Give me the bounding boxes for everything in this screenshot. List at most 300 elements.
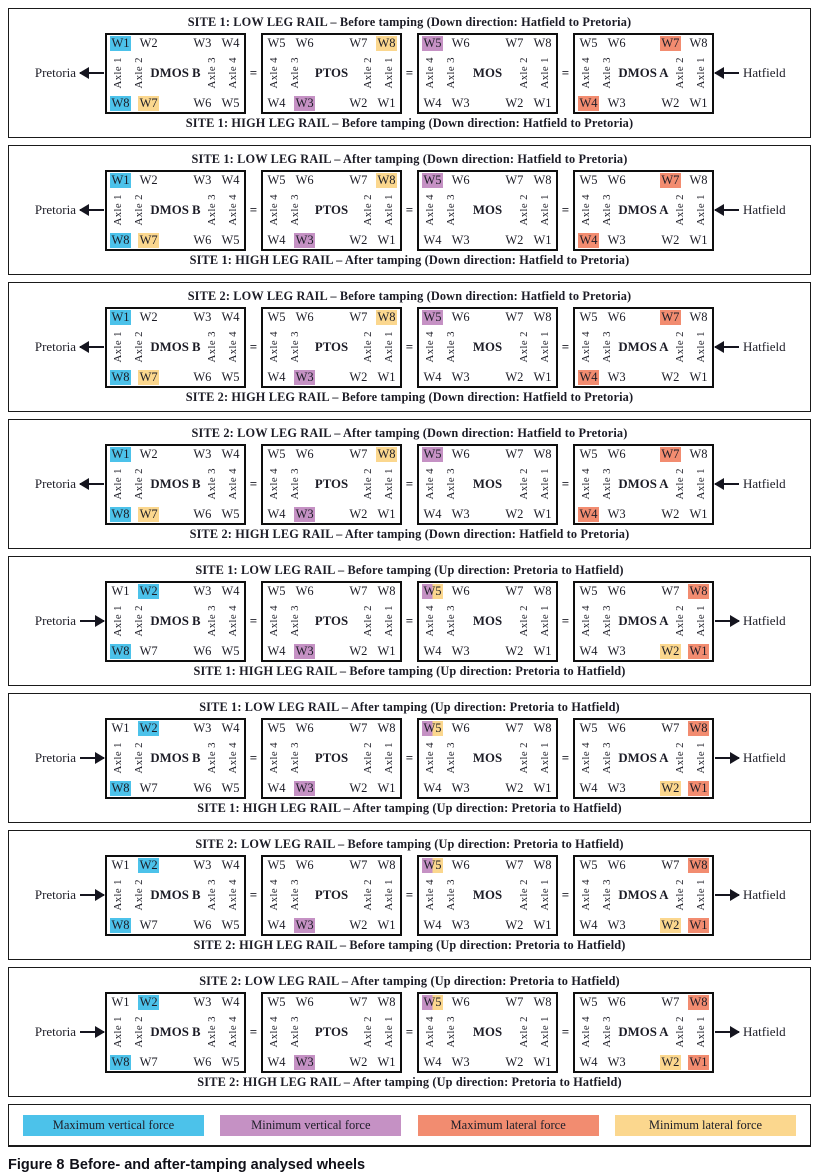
- axle-row: [266, 736, 397, 781]
- wagon-name: DMOS B: [150, 750, 201, 765]
- axle-label: Axle 4: [580, 605, 592, 637]
- wheel-cell-w7: W7: [661, 446, 680, 461]
- wheel-cell-w6: W6: [295, 172, 314, 187]
- axle-label: Axle 2: [362, 468, 374, 500]
- axle-pair: [204, 331, 241, 363]
- wheel-cell-w1: W1: [533, 369, 552, 384]
- wheel-cell-w8: W8: [111, 95, 130, 110]
- wheel-cell-w3: W3: [193, 857, 212, 872]
- wheel-pair: [110, 370, 159, 385]
- coupler-symbol: =: [561, 339, 570, 354]
- axle-label: Axle 3: [206, 605, 218, 637]
- axle-pair: [266, 1016, 303, 1048]
- wagon-name: DMOS A: [618, 887, 669, 902]
- wheel-cell-w5: W5: [267, 172, 286, 187]
- axle-row: [422, 873, 553, 918]
- wheel-cell-w6: W6: [607, 309, 626, 324]
- wagon-name: MOS: [472, 339, 503, 354]
- wheel-pair: [348, 370, 397, 385]
- coupler-symbol: =: [405, 750, 414, 765]
- axle-label: Axle 3: [289, 468, 301, 500]
- wheel-pair: [660, 584, 709, 599]
- axle-pair: [672, 742, 709, 774]
- wagons-row: [105, 581, 714, 662]
- wagon-name: DMOS A: [618, 202, 669, 217]
- wheel-pair: [266, 36, 315, 51]
- wheel-cell-w7: W7: [139, 506, 158, 521]
- axle-row: [266, 1010, 397, 1055]
- wheel-cell-w2: W2: [505, 369, 524, 384]
- wheel-cell-w8: W8: [111, 643, 130, 658]
- axle-label: Axle 1: [383, 57, 395, 89]
- wheel-row-bottom: [422, 96, 553, 111]
- wheel-cell-w7: W7: [661, 172, 680, 187]
- wheel-cell-w3: W3: [607, 917, 626, 932]
- wheel-pair: [660, 173, 709, 188]
- wagon-name: PTOS: [314, 613, 349, 628]
- wheel-row-bottom: [578, 644, 709, 659]
- wheel-cell-w3: W3: [607, 232, 626, 247]
- high-leg-rail-title: SITE 1: HIGH LEG RAIL – After tamping (Down direction: Hatfield to Pretoria): [189, 253, 630, 267]
- wheel-pair: [422, 36, 471, 51]
- wheel-cell-w8: W8: [533, 994, 552, 1009]
- wheel-cell-w7: W7: [505, 994, 524, 1009]
- wheel-cell-w5: W5: [267, 35, 286, 50]
- axle-label: Axle 4: [227, 57, 239, 89]
- high-leg-rail-title: SITE 2: HIGH LEG RAIL – Before tamping (Down direction: Hatfield to Pretoria): [185, 390, 634, 404]
- axle-label: Axle 4: [580, 742, 592, 774]
- wheel-cell-w6: W6: [451, 857, 470, 872]
- wheel-cell-w3: W3: [451, 232, 470, 247]
- wheel-cell-w2: W2: [661, 506, 680, 521]
- axle-pair: [578, 879, 615, 911]
- axle-label: Axle 1: [695, 605, 707, 637]
- wheel-row-bottom: [110, 644, 241, 659]
- wheel-pair: [660, 918, 709, 933]
- wagons-row: [105, 444, 714, 525]
- wheel-cell-w7: W7: [661, 35, 680, 50]
- analysis-panel: [8, 967, 811, 1097]
- wheel-cell-w3: W3: [607, 95, 626, 110]
- axle-label: Axle 3: [206, 194, 218, 226]
- coupler-symbol: =: [249, 339, 258, 354]
- pretoria-label: Pretoria: [34, 476, 76, 491]
- wagon-dmos-b: [105, 170, 246, 251]
- axle-row: [578, 599, 709, 644]
- wheel-cell-w4: W4: [423, 1054, 442, 1069]
- axle-pair: [672, 879, 709, 911]
- wheel-pair: [348, 36, 397, 51]
- wheel-row-bottom: [110, 781, 241, 796]
- wheel-pair: [660, 1055, 709, 1070]
- wheel-cell-w3: W3: [295, 369, 314, 384]
- wheel-cell-w8: W8: [533, 35, 552, 50]
- wheel-pair: [266, 173, 315, 188]
- wheel-cell-w7: W7: [349, 446, 368, 461]
- arrow-shaft: [80, 1031, 104, 1034]
- wheel-cell-w5: W5: [267, 857, 286, 872]
- wheel-cell-w8: W8: [689, 35, 708, 50]
- wheel-row-top: [422, 721, 553, 736]
- wheel-row-bottom: [422, 1055, 553, 1070]
- low-leg-rail-title: SITE 2: LOW LEG RAIL – Before tamping (Down direction: Hatfield to Pretoria): [187, 289, 632, 303]
- axle-row: [266, 462, 397, 507]
- wheel-cell-w8: W8: [377, 172, 396, 187]
- wheel-cell-w6: W6: [295, 720, 314, 735]
- wheel-cell-w8: W8: [689, 309, 708, 324]
- wheel-cell-w2: W2: [349, 917, 368, 932]
- wheel-cell-w3: W3: [193, 720, 212, 735]
- wheel-row-top: [110, 584, 241, 599]
- wheel-row-bottom: [110, 918, 241, 933]
- hatfield-label: Hatfield: [743, 613, 786, 628]
- wheel-cell-w5: W5: [579, 309, 598, 324]
- axle-label: Axle 3: [601, 742, 613, 774]
- wheel-pair: [266, 370, 315, 385]
- wagon-dmos-b: [105, 581, 246, 662]
- wheel-row-top: [578, 173, 709, 188]
- wheel-cell-w4: W4: [221, 172, 240, 187]
- wheel-row-top: [266, 36, 397, 51]
- axle-label: Axle 3: [445, 879, 457, 911]
- high-leg-rail-title: SITE 2: HIGH LEG RAIL – Before tamping (Up direction: Pretoria to Hatfield): [193, 938, 626, 952]
- wheel-cell-w4: W4: [579, 95, 598, 110]
- direction-arrow-icon: [714, 1026, 740, 1039]
- wheel-cell-w5: W5: [423, 994, 442, 1009]
- coupler-symbol: =: [249, 613, 258, 628]
- wheel-cell-w5: W5: [221, 369, 240, 384]
- wheel-row-bottom: [422, 370, 553, 385]
- wheel-row-bottom: [422, 781, 553, 796]
- wagon-name: DMOS B: [150, 339, 201, 354]
- wheel-pair: [348, 858, 397, 873]
- wheel-row-bottom: [266, 1055, 397, 1070]
- pretoria-label: Pretoria: [34, 202, 76, 217]
- wheel-pair: [660, 310, 709, 325]
- axle-label: Axle 1: [539, 57, 551, 89]
- axle-label: Axle 2: [133, 605, 145, 637]
- wheel-row-top: [110, 721, 241, 736]
- wheel-cell-w8: W8: [533, 583, 552, 598]
- wheel-cell-w5: W5: [579, 35, 598, 50]
- wagon-ptos: [261, 307, 402, 388]
- wheel-cell-w5: W5: [579, 172, 598, 187]
- wheel-pair: [578, 858, 627, 873]
- wheel-cell-w4: W4: [221, 720, 240, 735]
- wheel-cell-w6: W6: [193, 643, 212, 658]
- axle-row: [578, 325, 709, 370]
- wheel-pair: [110, 781, 159, 796]
- wheel-cell-w7: W7: [661, 994, 680, 1009]
- axle-label: Axle 1: [695, 57, 707, 89]
- wheel-cell-w8: W8: [111, 369, 130, 384]
- wheel-cell-w2: W2: [661, 643, 680, 658]
- wheel-row-bottom: [578, 781, 709, 796]
- wheel-pair: [110, 918, 159, 933]
- wheel-pair: [192, 584, 241, 599]
- wheel-cell-w1: W1: [689, 780, 708, 795]
- axle-row: [110, 1010, 241, 1055]
- wheel-pair: [422, 584, 471, 599]
- wheel-row-bottom: [266, 233, 397, 248]
- axle-row: [578, 51, 709, 96]
- axle-pair: [110, 194, 147, 226]
- wheel-cell-w2: W2: [349, 95, 368, 110]
- wheel-cell-w4: W4: [267, 369, 286, 384]
- wagons-row: [105, 33, 714, 114]
- axle-label: Axle 1: [695, 468, 707, 500]
- wheel-cell-w2: W2: [349, 369, 368, 384]
- axle-label: Axle 3: [445, 331, 457, 363]
- axle-label: Axle 2: [133, 742, 145, 774]
- axle-pair: [422, 1016, 459, 1048]
- wheel-pair: [422, 370, 471, 385]
- wheel-cell-w1: W1: [111, 35, 130, 50]
- wheel-cell-w6: W6: [295, 994, 314, 1009]
- wheel-pair: [504, 36, 553, 51]
- wagon-mos: [417, 855, 558, 936]
- wheel-pair: [422, 858, 471, 873]
- wheel-cell-w4: W4: [423, 369, 442, 384]
- wheel-pair: [348, 507, 397, 522]
- wheel-cell-w1: W1: [689, 95, 708, 110]
- wheel-pair: [110, 507, 159, 522]
- wheel-pair: [504, 233, 553, 248]
- axle-label: Axle 3: [445, 1016, 457, 1048]
- wheel-cell-w1: W1: [111, 857, 130, 872]
- wheel-cell-w8: W8: [689, 720, 708, 735]
- axle-label: Axle 1: [539, 605, 551, 637]
- wheel-cell-w2: W2: [505, 232, 524, 247]
- wheel-cell-w6: W6: [295, 446, 314, 461]
- wheel-cell-w6: W6: [607, 857, 626, 872]
- wheel-cell-w1: W1: [377, 1054, 396, 1069]
- arrow-shaft: [80, 620, 104, 623]
- axle-pair: [204, 194, 241, 226]
- wagon-name: PTOS: [314, 202, 349, 217]
- low-leg-rail-title: SITE 1: LOW LEG RAIL – Before tamping (Down direction: Hatfield to Pretoria): [187, 15, 632, 29]
- wheel-cell-w5: W5: [423, 172, 442, 187]
- axle-label: Axle 4: [424, 1016, 436, 1048]
- coupler-symbol: =: [405, 613, 414, 628]
- axle-label: Axle 4: [424, 57, 436, 89]
- axle-label: Axle 3: [601, 605, 613, 637]
- axle-label: Axle 2: [518, 468, 530, 500]
- axle-label: Axle 2: [674, 1016, 686, 1048]
- wheel-cell-w4: W4: [221, 446, 240, 461]
- coupler-symbol: =: [561, 1024, 570, 1039]
- wagon-name: DMOS B: [150, 613, 201, 628]
- axle-row: [422, 1010, 553, 1055]
- axle-row: [578, 873, 709, 918]
- hatfield-label: Hatfield: [743, 476, 786, 491]
- wheel-cell-w2: W2: [349, 232, 368, 247]
- wheel-cell-w7: W7: [661, 309, 680, 324]
- wheel-pair: [266, 447, 315, 462]
- wagon-name: DMOS A: [618, 1024, 669, 1039]
- axle-pair: [266, 879, 303, 911]
- wheel-row-bottom: [110, 507, 241, 522]
- axle-label: Axle 2: [133, 879, 145, 911]
- axle-label: Axle 1: [695, 194, 707, 226]
- wheel-pair: [504, 781, 553, 796]
- wheel-pair: [110, 96, 159, 111]
- wagon-ptos: [261, 444, 402, 525]
- wheel-row-bottom: [110, 96, 241, 111]
- hatfield-label: Hatfield: [743, 1024, 786, 1039]
- axle-row: [266, 873, 397, 918]
- high-leg-rail-title: SITE 1: HIGH LEG RAIL – Before tamping (Down direction: Hatfield to Pretoria): [185, 116, 634, 130]
- axle-label: Axle 1: [539, 468, 551, 500]
- wagon-name: DMOS A: [618, 613, 669, 628]
- wheel-cell-w8: W8: [689, 857, 708, 872]
- high-leg-rail-title: SITE 2: HIGH LEG RAIL – After tamping (Up direction: Pretoria to Hatfield): [197, 1075, 622, 1089]
- wheel-cell-w1: W1: [689, 369, 708, 384]
- wheel-cell-w8: W8: [377, 446, 396, 461]
- arrow-shaft: [80, 209, 104, 212]
- axle-label: Axle 1: [112, 57, 124, 89]
- wheel-cell-w8: W8: [377, 994, 396, 1009]
- wagon-dmos-a: [573, 855, 714, 936]
- hatfield-label: Hatfield: [743, 65, 786, 80]
- wheel-pair: [266, 310, 315, 325]
- wheel-cell-w8: W8: [689, 172, 708, 187]
- wheel-pair: [110, 310, 159, 325]
- wagon-name: MOS: [472, 613, 503, 628]
- wheel-cell-w2: W2: [139, 994, 158, 1009]
- wheel-cell-w6: W6: [193, 232, 212, 247]
- axle-pair: [672, 57, 709, 89]
- wheel-cell-w4: W4: [267, 1054, 286, 1069]
- axle-label: Axle 2: [362, 605, 374, 637]
- wheel-pair: [110, 995, 159, 1010]
- wheel-row-bottom: [422, 233, 553, 248]
- axle-pair: [422, 468, 459, 500]
- axle-label: Axle 1: [539, 742, 551, 774]
- low-leg-rail-title: SITE 1: LOW LEG RAIL – After tamping (Down direction: Hatfield to Pretoria): [191, 152, 628, 166]
- wheel-row-top: [422, 584, 553, 599]
- axle-label: Axle 4: [227, 468, 239, 500]
- axle-pair: [360, 331, 397, 363]
- wheel-cell-w2: W2: [505, 95, 524, 110]
- wagon-name: PTOS: [314, 476, 349, 491]
- wheel-pair: [266, 584, 315, 599]
- direction-arrow-icon: [714, 615, 740, 628]
- axle-pair: [672, 331, 709, 363]
- axle-pair: [110, 605, 147, 637]
- wagon-dmos-a: [573, 992, 714, 1073]
- wagon-name: DMOS A: [618, 476, 669, 491]
- axle-pair: [204, 742, 241, 774]
- wheel-cell-w5: W5: [423, 309, 442, 324]
- wheel-cell-w5: W5: [579, 994, 598, 1009]
- wheel-cell-w7: W7: [139, 1054, 158, 1069]
- axle-pair: [360, 194, 397, 226]
- wheel-cell-w2: W2: [505, 917, 524, 932]
- wheel-pair: [192, 507, 241, 522]
- wheel-pair: [192, 721, 241, 736]
- axle-row: [578, 188, 709, 233]
- wheel-cell-w6: W6: [607, 583, 626, 598]
- wheel-row-bottom: [266, 96, 397, 111]
- wheel-pair: [348, 584, 397, 599]
- wagon-name: DMOS B: [150, 476, 201, 491]
- axle-pair: [422, 742, 459, 774]
- wheel-cell-w2: W2: [139, 446, 158, 461]
- wheel-pair: [660, 995, 709, 1010]
- axle-label: Axle 1: [383, 742, 395, 774]
- axle-pair: [516, 605, 553, 637]
- direction-arrow-icon: [714, 204, 740, 217]
- direction-arrow-icon: [714, 752, 740, 765]
- wheel-row-bottom: [266, 507, 397, 522]
- panels-container: [8, 8, 811, 1097]
- wheel-row-top: [266, 173, 397, 188]
- wheel-pair: [578, 370, 627, 385]
- axle-label: Axle 3: [289, 742, 301, 774]
- wagons-row: [105, 992, 714, 1073]
- wheel-cell-w7: W7: [349, 309, 368, 324]
- wheel-cell-w3: W3: [451, 95, 470, 110]
- axle-label: Axle 1: [695, 742, 707, 774]
- axle-label: Axle 2: [518, 742, 530, 774]
- wheel-row-top: [578, 310, 709, 325]
- wheel-row-bottom: [266, 918, 397, 933]
- axle-label: Axle 1: [539, 1016, 551, 1048]
- wheel-cell-w5: W5: [221, 506, 240, 521]
- coupler-symbol: =: [249, 65, 258, 80]
- wheel-pair: [422, 721, 471, 736]
- wheel-cell-w4: W4: [423, 232, 442, 247]
- wheel-pair: [192, 995, 241, 1010]
- direction-arrow-icon: [79, 752, 105, 765]
- axle-label: Axle 4: [424, 742, 436, 774]
- pretoria-label: Pretoria: [34, 65, 76, 80]
- wheel-row-top: [266, 721, 397, 736]
- wagon-dmos-b: [105, 307, 246, 388]
- coupler-symbol: =: [249, 887, 258, 902]
- axle-label: Axle 3: [206, 742, 218, 774]
- wagon-name: PTOS: [314, 1024, 349, 1039]
- wheel-pair: [504, 644, 553, 659]
- wheel-cell-w3: W3: [451, 369, 470, 384]
- axle-pair: [422, 194, 459, 226]
- arrow-shaft: [715, 757, 739, 760]
- axle-row: [266, 188, 397, 233]
- wheel-pair: [422, 447, 471, 462]
- legend-item-max-lateral: Maximum lateral force: [418, 1115, 599, 1136]
- wheel-cell-w4: W4: [267, 917, 286, 932]
- hatfield-label: Hatfield: [743, 887, 786, 902]
- wheel-cell-w1: W1: [533, 506, 552, 521]
- arrow-shaft: [715, 346, 739, 349]
- arrow-shaft: [715, 72, 739, 75]
- wagon-ptos: [261, 33, 402, 114]
- wheel-cell-w8: W8: [111, 232, 130, 247]
- axle-label: Axle 4: [424, 331, 436, 363]
- wagon-ptos: [261, 170, 402, 251]
- axle-pair: [266, 331, 303, 363]
- axle-label: Axle 1: [695, 331, 707, 363]
- axle-label: Axle 1: [112, 1016, 124, 1048]
- wheel-cell-w8: W8: [111, 780, 130, 795]
- axle-label: Axle 2: [133, 57, 145, 89]
- pretoria-label: Pretoria: [34, 887, 76, 902]
- train-row: [11, 30, 808, 116]
- wheel-pair: [422, 644, 471, 659]
- wheel-row-top: [110, 995, 241, 1010]
- wheel-cell-w3: W3: [451, 643, 470, 658]
